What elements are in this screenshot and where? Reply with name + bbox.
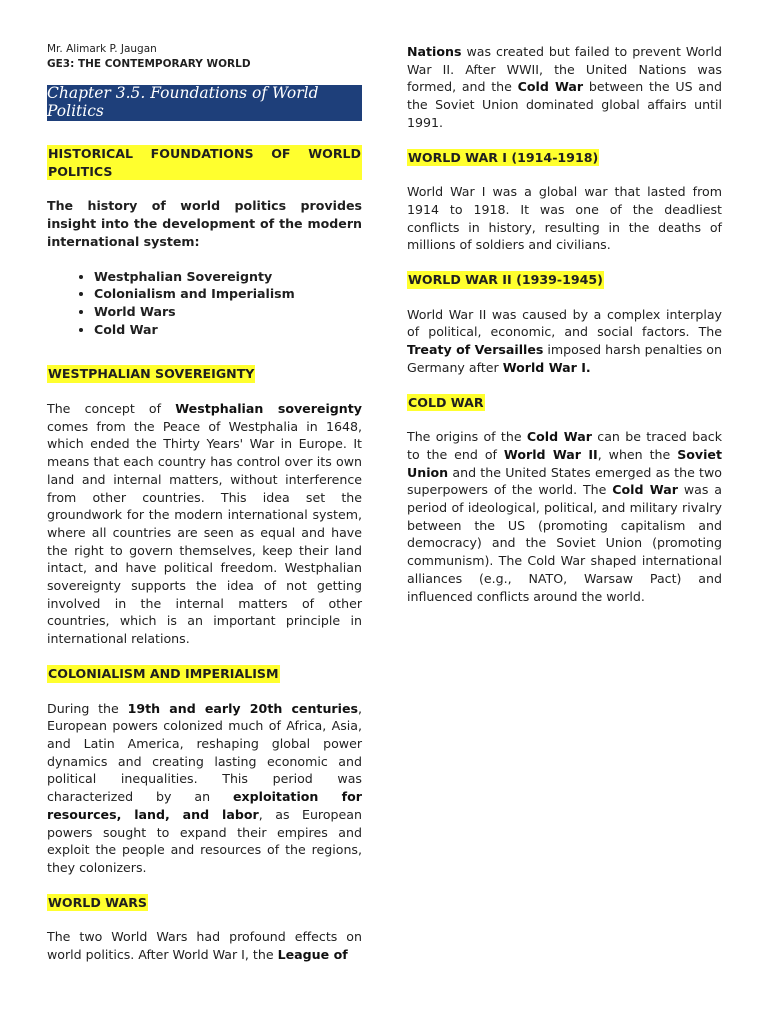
- author-name: Mr. Alimark P. Jaugan: [47, 43, 157, 55]
- text-run: was a period of ideological, political, and military rivalry between the US (promoting capitalism and democracy) and the Soviet Union (promoting communism). The Cold War shaped international alliances (e.g., NATO, Warsaw Pact) and influenced conflicts around the world.: [407, 482, 723, 604]
- text-run: can be traced back to the end of: [407, 429, 722, 462]
- text-run: comes from the Peace of Westphalia in 1648, which ended the Thirty Years' War in Europe. It means that each country has control over its own land and internal matters, without interference from other countries. This idea set the groundwork for the modern international system, where all countries are seen as equal and have the right to govern themselves, keep their land intact, and have political freedom. Westphalian sovereignty supports the idea of not getting involved in the internal matters of other countries, which is an important principle in international relations.: [47, 418, 362, 647]
- bold-run: Cold War: [612, 482, 678, 498]
- text-run: was created but failed to prevent World War II. After WWII, the United Nations was formed, and the: [407, 44, 722, 95]
- cold-war-paragraph: [407, 428, 722, 605]
- bold-run: Soviet Union: [407, 446, 722, 480]
- bold-run: Cold War: [517, 79, 584, 95]
- bold-run: 19th and early 20th centuries: [127, 700, 358, 716]
- text-run: imposed harsh penalties on Germany after: [407, 342, 722, 375]
- bold-run: exploitation for resources, land, and labor: [47, 789, 362, 822]
- text-run: World War II was caused by a complex interplay of political, economic, and social factors. The: [407, 306, 722, 340]
- left-column: [47, 42, 362, 964]
- heading-world-war-2: WORLD WAR II (1939-1945): [408, 272, 603, 288]
- text-run: , European powers colonized much of Africa, Asia, and Latin America, reshaping global power dynamics and creating lasting economic and political inequalities. This period was characterized by an: [47, 700, 363, 805]
- heading-colonialism: COLONIALISM AND IMPERIALISM: [48, 665, 279, 681]
- text-run: During the: [47, 700, 128, 716]
- bold-run: Treaty of Versailles: [407, 342, 544, 358]
- text-run: , as European powers sought to expand their empires and exploit the people and resources of the regions, they colonizers.: [47, 806, 362, 875]
- text-run: between the US and the Soviet Union dominated global affairs until 1991.: [407, 79, 723, 130]
- bold-run: Westphalian sovereignty: [175, 401, 362, 417]
- list-item: • Cold War: [94, 321, 362, 339]
- heading-historical-foundations: HISTORICAL FOUNDATIONS OF WORLD POLITICS: [48, 146, 361, 179]
- heading-world-wars: WORLD WARS: [48, 894, 147, 910]
- chapter-title: Chapter 3.5. Foundations of World Politics: [47, 84, 319, 120]
- world-wars-continued-paragraph: [407, 43, 722, 132]
- text-run: The two World Wars had profound effects on world politics. After World War I, the: [47, 929, 362, 963]
- world-war-2-paragraph: [407, 306, 722, 377]
- bold-run: League of: [277, 947, 348, 963]
- westphalian-paragraph: [47, 400, 362, 648]
- list-item: • Westphalian Sovereignty: [94, 268, 362, 286]
- colonialism-paragraph: [47, 700, 362, 877]
- list-item: • Colonialism and Imperialism: [94, 285, 362, 303]
- world-war-1-paragraph: World War I was a global war that lasted from 1914 to 1918. It was one of the deadliest conflicts in history, resulting in the deaths of millions of soldiers and civilians.: [407, 184, 722, 253]
- topic-list: [47, 268, 362, 339]
- text-run: The origins of the: [407, 429, 527, 445]
- world-wars-paragraph: [47, 928, 362, 963]
- intro-paragraph: The history of world politics provides insight into the development of the modern international system:: [47, 198, 362, 249]
- text-run: The concept of: [47, 401, 176, 417]
- bold-run: World War II: [503, 446, 598, 462]
- right-column: [407, 43, 722, 605]
- course-title: GE3: THE CONTEMPORARY WORLD: [47, 58, 251, 70]
- bold-run: Cold War: [526, 429, 592, 445]
- bold-run: World War I.: [502, 359, 591, 375]
- bold-run: Nations: [407, 44, 462, 59]
- chapter-banner: [47, 85, 362, 121]
- heading-westphalian: WESTPHALIAN SOVEREIGNTY: [48, 366, 255, 382]
- list-item: • World Wars: [94, 303, 362, 321]
- heading-world-war-1: WORLD WAR I (1914-1918): [408, 149, 599, 165]
- text-run: , when the: [597, 446, 678, 462]
- heading-cold-war: COLD WAR: [408, 394, 484, 410]
- text-run: and the United States emerged as the two superpowers of the world. The: [407, 464, 722, 498]
